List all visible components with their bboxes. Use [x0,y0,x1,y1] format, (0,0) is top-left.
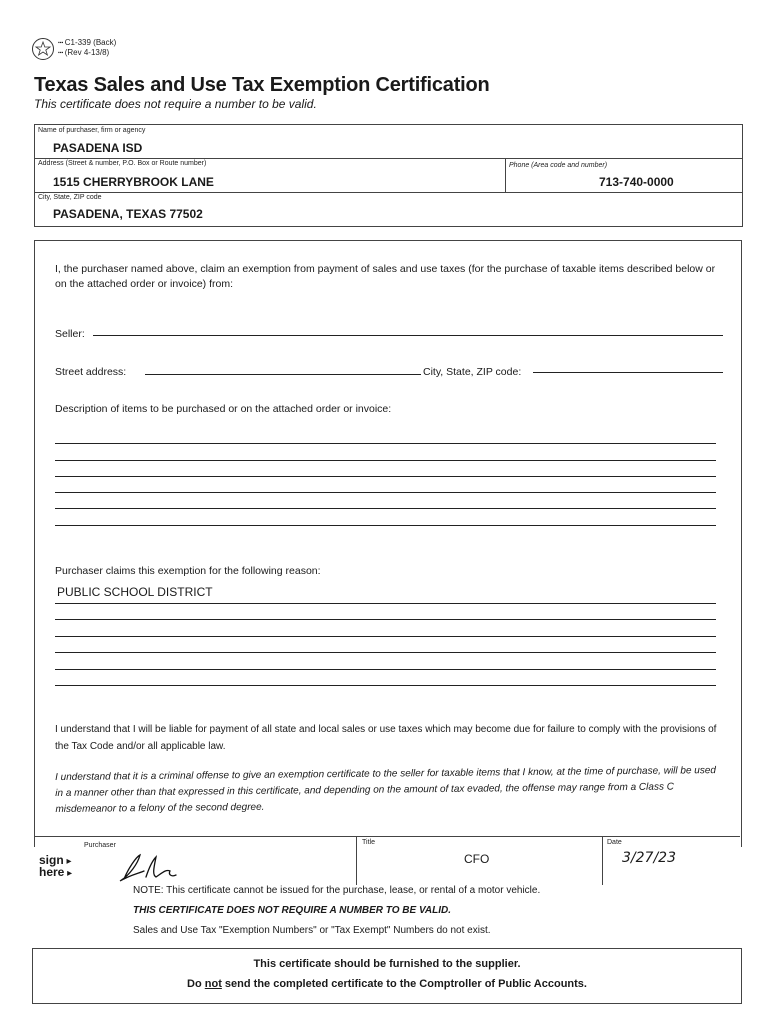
purchaser-name-field[interactable]: PASADENA ISD [53,141,143,155]
sign-here-marker: sign ▸ here ▸ [39,853,73,879]
note-exemption-numbers: Sales and Use Tax "Exemption Numbers" or "Tax Exempt" Numbers do not exist. [133,925,491,936]
purchaser-phone-field[interactable]: 713-740-0000 [599,175,674,189]
date-label: Date [607,839,622,846]
signature-row [34,836,740,885]
purchaser-phone-label: Phone (Area code and number) [509,162,608,169]
date-field[interactable]: 3/27/23 [622,850,676,866]
note-no-number: THIS CERTIFICATE DOES NOT REQUIRE A NUMBER TO BE VALID. [133,905,451,916]
title-label: Title [362,839,375,846]
form-subtitle: This certificate does not require a number to be valid. [34,97,317,111]
certificate-body-box [34,240,742,847]
purchaser-city-field[interactable]: PASADENA, TEXAS 77502 [53,207,203,221]
street-address-field[interactable] [145,374,421,375]
reason-label: Purchaser claims this exemption for the following reason: [55,565,321,577]
purchaser-info-box [34,124,743,227]
purchaser-address-field[interactable]: 1515 CHERRYBROOK LANE [53,175,214,189]
offense-statement: I understand that it is a criminal offense to give an exemption certificate to the seller for taxable items that I know, at the time of purchase, will be used in a manner other than that expressed in this certificate, and depending on the amount of tax evaded, the offense may range from a Class C misdemeanor to a felony of the second degree. [55,765,717,815]
form-number: ▪▪▪ C1-339 (Back) ▪▪▪ (Rev 4-13/8) [58,38,117,57]
comptroller-seal-icon [32,38,54,60]
seller-city-field[interactable] [533,372,723,373]
footer-do-not-send-statement: Do not send the completed certificate to the Comptroller of Public Accounts. [187,978,587,990]
description-label: Description of items to be purchased or on the attached order or invoice: [55,403,392,415]
seller-label: Seller: [55,328,85,340]
purchaser-signature-field[interactable] [110,849,186,885]
liability-statement: I understand that I will be liable for payment of all state and local sales or use taxes which may become due for failure to comply with the provisions of the Tax Code and/or all applicable law. [55,724,717,752]
purchaser-address-label: Address (Street & number, P.O. Box or Route number) [38,160,207,167]
footer-furnish-statement: This certificate should be furnished to the supplier. [253,958,521,970]
seller-field[interactable] [93,335,723,336]
footer-box [32,948,742,1004]
reason-value-field[interactable]: PUBLIC SCHOOL DISTRICT [57,585,213,599]
seller-city-label: City, State, ZIP code: [423,366,522,378]
purchaser-name-label: Name of purchaser, firm or agency [38,127,146,134]
purchaser-city-label: City, State, ZIP code [38,194,102,201]
note-motor-vehicle: NOTE: This certificate cannot be issued for the purchase, lease, or rental of a motor vehicle. [133,885,541,896]
form-title: Texas Sales and Use Tax Exemption Certification [34,74,490,96]
claim-statement: I, the purchaser named above, claim an exemption from payment of sales and use taxes (for the purchase of taxable items described below or on the attached order or invoice) from: [55,263,716,290]
purchaser-signature-label: Purchaser [84,842,116,849]
title-field[interactable]: CFO [464,852,490,866]
street-address-label: Street address: [55,366,127,378]
